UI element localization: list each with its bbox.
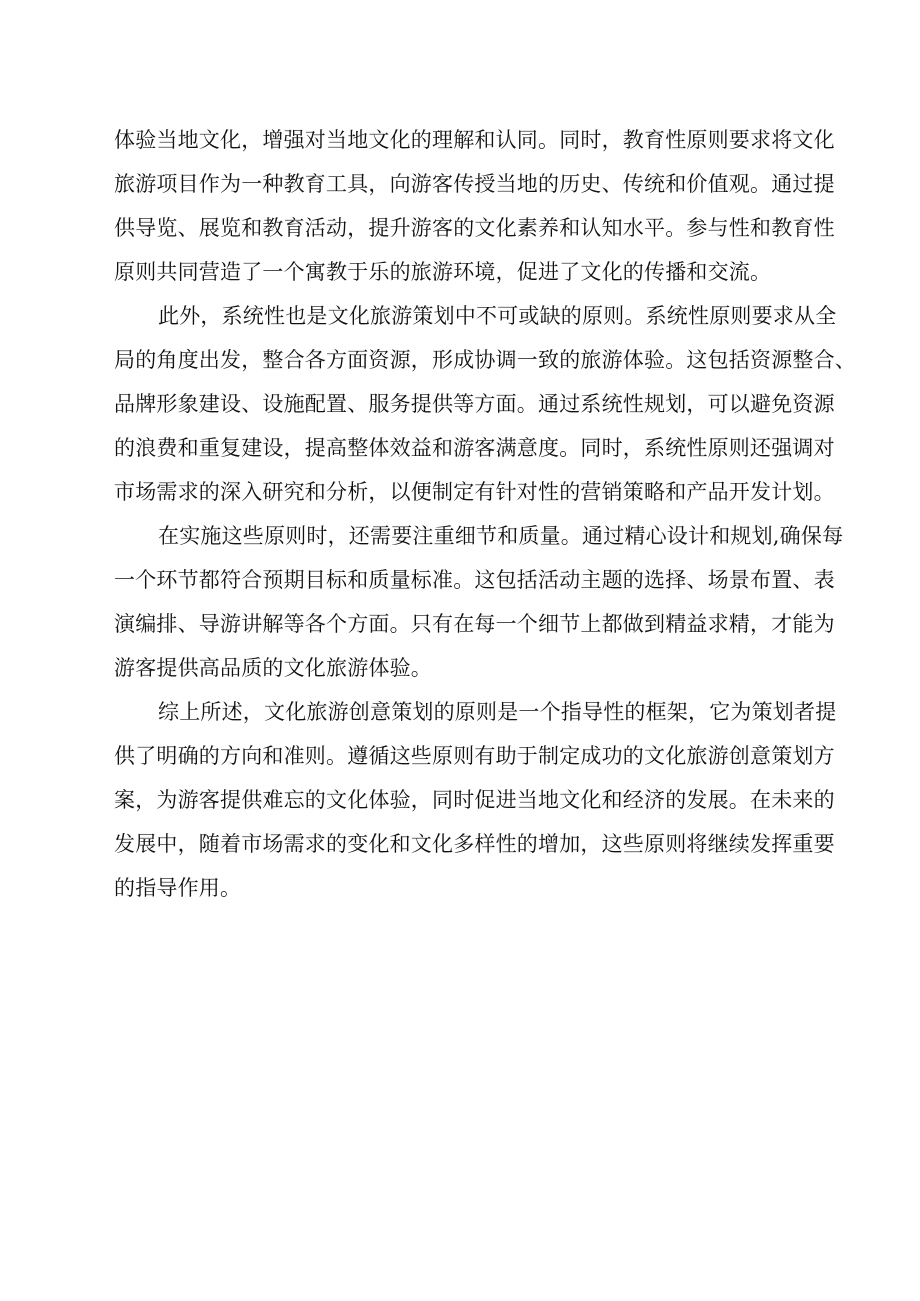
text-line: 旅游项目作为一种教育工具，向游客传授当地的历史、传统和价值观。通过提 (114, 172, 835, 196)
document-body (114, 118, 856, 910)
text-line: 供了明确的方向和准则。遵循这些原则有助于制定成功的文化旅游创意策划方 (114, 744, 835, 768)
text-line: 品牌形象建设、设施配置、服务提供等方面。通过系统性规划，可以避免资源 (114, 392, 835, 416)
text-line: 供导览、展览和教育活动，提升游客的文化素养和认知水平。参与性和教育性 (114, 216, 835, 240)
text-line: 发展中，随着市场需求的变化和文化多样性的增加，这些原则将继续发挥重要 (114, 832, 835, 856)
text-line: 的指导作用。 (114, 876, 242, 900)
text-line: 游客提供高品质的文化旅游体验。 (114, 656, 432, 680)
text-line: 综上所述，文化旅游创意策划的原则是一个指导性的框架，它为策划者提 (158, 700, 837, 724)
text-line: 一个环节都符合预期目标和质量标准。这包括活动主题的选择、场景布置、表 (114, 568, 835, 592)
text-line: 演编排、导游讲解等各个方面。只有在每一个细节上都做到精益求精，才能为 (114, 612, 835, 636)
text-line: 此外，系统性也是文化旅游策划中不可或缺的原则。系统性原则要求从全 (158, 304, 837, 328)
text-line: 的浪费和重复建设，提高整体效益和游客满意度。同时，系统性原则还强调对 (114, 436, 835, 460)
text-line: 市场需求的深入研究和分析，以便制定有针对性的营销策略和产品开发计划。 (114, 480, 835, 504)
text-line: 在实施这些原则时，还需要注重细节和质量。通过精心设计和规划,确保每 (158, 524, 844, 548)
text-line: 体验当地文化，增强对当地文化的理解和认同。同时，教育性原则要求将文化 (114, 128, 835, 152)
text-line: 案，为游客提供难忘的文化体验，同时促进当地文化和经济的发展。在未来的 (114, 788, 835, 812)
text-line: 局的角度出发，整合各方面资源，形成协调一致的旅游体验。这包括资源整合、 (114, 348, 856, 372)
text-line: 原则共同营造了一个寓教于乐的旅游环境，促进了文化的传播和交流。 (114, 260, 772, 284)
